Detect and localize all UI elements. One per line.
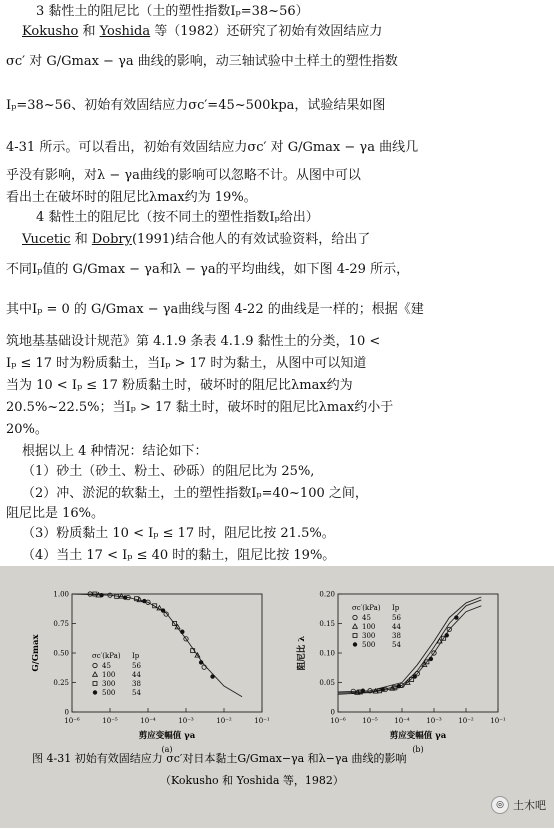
panel-label: (a) (161, 745, 173, 754)
list-item: （1）砂土（砂土、粉土、砂砾）的阻尼比为 25%, (22, 464, 315, 479)
legend-ip: 38 (392, 632, 401, 640)
legend-stress: 100 (362, 623, 376, 631)
data-point (454, 615, 458, 619)
legend-stress: 500 (102, 689, 116, 697)
x-tick-label: 10⁻⁴ (394, 717, 410, 725)
y-axis-label: 阻尼比 λ (297, 635, 307, 671)
x-tick-label: 10⁻³ (178, 717, 194, 725)
y-tick-label: 0.75 (53, 620, 69, 628)
legend-stress: 45 (102, 662, 111, 670)
data-point (353, 615, 357, 619)
text-fragment: 和 (78, 24, 100, 39)
legend-header: Ip (392, 604, 400, 612)
figure-4-31 (0, 566, 554, 828)
legend-stress: 100 (102, 671, 116, 679)
paragraph-line: Iₚ=38~56、初始有效固结应力σc′=45~500kpa，试验结果如图 (6, 98, 386, 113)
legend-stress: 500 (362, 641, 376, 649)
paragraph-line: 阻尼比是 16%。 (6, 506, 105, 521)
x-tick-label: 10⁻¹ (254, 717, 270, 725)
caption-line-2: （Kokusho 和 Yoshida 等，1982） (160, 774, 344, 787)
data-point (429, 657, 433, 661)
data-point (413, 674, 417, 678)
data-point (353, 624, 358, 628)
watermark (491, 796, 546, 814)
data-point (361, 689, 365, 693)
y-tick-label: 0.20 (319, 590, 335, 599)
paragraph-line: 其中Iₚ = 0 的 G/Gmax − γa曲线与图 4-22 的曲线是一样的；根据《建 (6, 302, 424, 317)
paragraph-line (22, 24, 382, 40)
paragraph-line: 筑地基基础设计规范》第 4.1.9 条表 4.1.9 黏性土的分类，10 < (6, 334, 381, 349)
data-point (161, 608, 165, 612)
x-tick-label: 10⁻² (216, 717, 232, 725)
data-point (353, 634, 357, 638)
legend-stress: 300 (102, 680, 116, 688)
x-tick-label: 10⁻⁵ (102, 717, 118, 725)
paragraph-line: σc′ 对 G/Gmax − γa 曲线的影响，动三轴试验中土样土的塑性指数 (6, 54, 398, 69)
x-tick-label: 10⁻² (458, 717, 474, 725)
watermark-text: 土木吧 (513, 799, 546, 812)
paragraph-line: 根据以上 4 种情况：结论如下： (22, 444, 208, 459)
x-tick-label: 10⁻³ (426, 717, 442, 725)
data-point (93, 663, 97, 667)
data-point (202, 665, 206, 669)
list-item: （4）当土 17 < Iₚ ≤ 40 时的黏土，阻尼比按 19%。 (22, 548, 336, 563)
legend-header: σc′(kPa) (92, 652, 121, 660)
data-point (142, 599, 146, 603)
y-tick-label: 0.15 (319, 620, 335, 628)
y-tick-label: 0.25 (53, 679, 69, 687)
y-tick-label: 0.10 (319, 649, 335, 658)
x-tick-label: 10⁻⁶ (330, 717, 346, 725)
legend-ip: 44 (132, 671, 141, 679)
legend-ip: 54 (392, 641, 401, 649)
caption-line-1: 图 4-31 初始有效固结应力 σc′对日本黏土G/Gmax−γa 和λ−γa 曲线的影响 (32, 752, 407, 765)
figure-canvas (0, 566, 554, 828)
x-tick-label: 10⁻⁵ (362, 717, 378, 725)
data-point (93, 672, 98, 676)
panel-label: (b) (412, 745, 424, 754)
chart-panel-a (31, 591, 270, 755)
legend-header: σc′(kPa) (352, 604, 381, 612)
legend-header: Ip (132, 652, 140, 660)
x-tick-label: 10⁻⁶ (64, 717, 80, 725)
data-point (99, 593, 103, 597)
author-kokusho: Kokusho (22, 24, 79, 39)
x-axis-label: 剪应变幅值 γa (138, 731, 196, 741)
legend-ip: 38 (132, 680, 141, 688)
paragraph-line: 不同Iₚ值的 G/Gmax − γa和λ − γa的平均曲线，如下图 4-29 所示， (6, 262, 410, 277)
paragraph-line: 4-31 所示。可以看出，初始有效固结应力σc′ 对 G/Gmax − γa 曲线几 (6, 140, 419, 155)
legend-ip: 56 (132, 662, 141, 670)
author-yoshida: Yoshida (99, 24, 151, 39)
data-point (199, 660, 203, 664)
author-dobry: Dobry (91, 232, 132, 247)
y-tick-label: 0 (330, 708, 335, 717)
data-point (445, 633, 449, 637)
text-fragment: 和 (70, 232, 92, 247)
paragraph-line: Iₚ ≤ 17 时为粉质黏土，当Iₚ > 17 时为黏土，从图中可以知道 (6, 356, 367, 371)
y-tick-label: 1.00 (53, 590, 69, 599)
legend-stress: 300 (362, 632, 376, 640)
list-item: （3）粉质黏土 10 < Iₚ ≤ 17 时，阻尼比按 21.5%。 (22, 526, 335, 541)
data-point (353, 642, 357, 646)
paragraph-line: 乎没有影响，对λ − γa曲线的影响可以忽略不计。从图中可以 (6, 168, 361, 183)
x-axis-label: 剪应变幅值 γa (389, 731, 447, 741)
text-fragment: 等（1982）还研究了初始有效固结应力 (150, 24, 383, 39)
y-axis-label: G/Gmax (31, 634, 41, 672)
heading-4: 4 黏性土的阻尼比（按不同土的塑性指数Iₚ给出） (36, 210, 319, 225)
data-point (210, 674, 214, 678)
list-item: （2）冲、淤泥的软黏土，土的塑性指数Iₚ=40~100 之间， (22, 486, 368, 501)
data-point (397, 684, 401, 688)
x-tick-label: 10⁻¹ (490, 717, 506, 725)
data-point (93, 690, 97, 694)
paragraph-line (22, 232, 370, 248)
y-tick-label: 0 (64, 708, 69, 717)
data-point (381, 687, 385, 691)
y-tick-label: 0.50 (53, 649, 69, 658)
text-fragment: (1991)结合他人的有效试验资料，给出了 (131, 232, 371, 247)
paragraph-line: 20.5%~22.5%；当Iₚ > 17 黏土时，破坏时的阻尼比λmax约小于 (6, 400, 394, 415)
y-tick-label: 0.05 (319, 679, 335, 687)
heading-3: 3 黏性土的阻尼比（土的塑性指数Iₚ=38~56） (36, 4, 309, 19)
paragraph-line: 当为 10 < Iₚ ≤ 17 粉质黏土时，破坏时的阻尼比λmax约为 (6, 378, 353, 393)
chart-panel-b (296, 591, 506, 755)
paragraph-line: 看出土在破坏时的阻尼比λmax约为 19%。 (6, 190, 257, 205)
author-vucetic: Vucetic (22, 232, 71, 247)
data-point (180, 630, 184, 634)
legend-ip: 56 (392, 614, 401, 622)
legend-stress: 45 (362, 614, 371, 622)
legend-ip: 54 (132, 689, 141, 697)
x-tick-label: 10⁻⁴ (140, 717, 156, 725)
wechat-logo-icon: ◎ (491, 796, 509, 814)
legend-ip: 44 (392, 623, 401, 631)
data-point (93, 682, 97, 686)
data-point (123, 595, 127, 599)
paragraph-line: 20%。 (6, 422, 48, 437)
